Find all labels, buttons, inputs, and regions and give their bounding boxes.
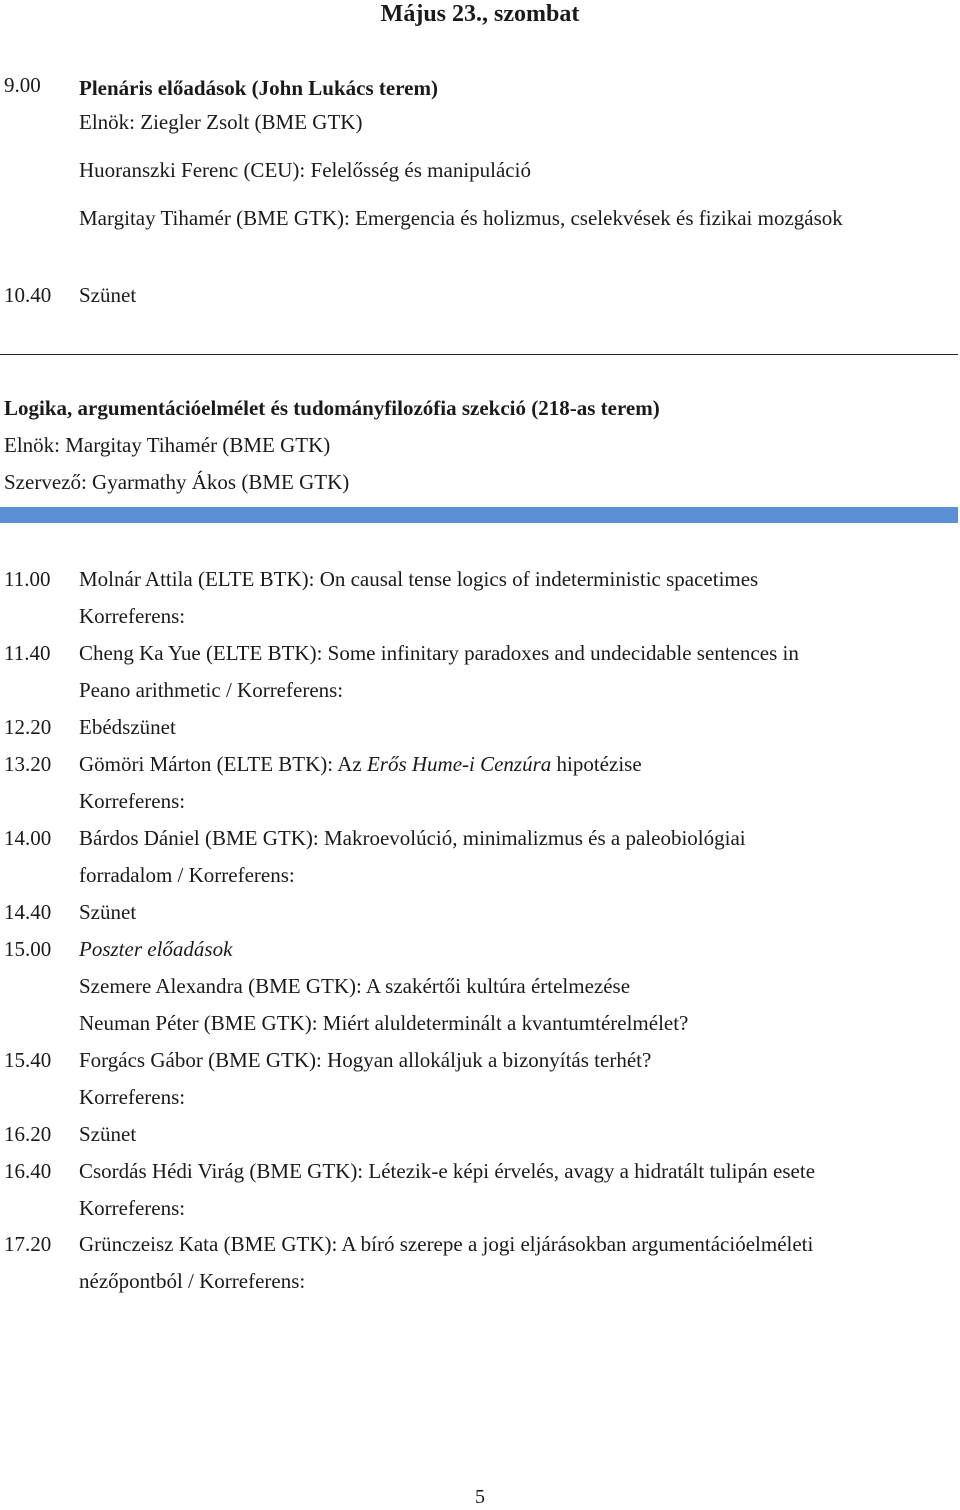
talk-text-line-1: Cheng Ka Yue (ELTE BTK): Some infinitary paradoxes and undecidable sentences in <box>79 641 799 665</box>
respondent-label: Korreferens: <box>79 1085 186 1109</box>
page-date-heading: Május 23., szombat <box>380 1 580 27</box>
break-label: Szünet <box>79 283 137 307</box>
talk-text: Molnár Attila (ELTE BTK): On causal tense logics of indeterministic spacetimes <box>79 567 759 591</box>
plenary-talk-2: Margitay Tihamér (BME GTK): Emergencia és holizmus, cselekvések és fizikai mozgások <box>79 206 843 230</box>
section-header-bar <box>0 507 958 523</box>
section-title: Logika, argumentációelmélet és tudományfilozófia szekció (218-as terem) <box>4 396 660 420</box>
talk-text-start: Gömöri Márton (ELTE BTK): Az <box>79 752 367 776</box>
talk-text: Csordás Hédi Virág (BME GTK): Létezik-e képi érvelés, avagy a hidratált tulipán esete <box>79 1159 816 1183</box>
time-label: 15.40 <box>4 1048 52 1072</box>
schedule-item <box>4 1042 956 1116</box>
time-label: 11.00 <box>4 567 51 591</box>
time-label: 10.40 <box>4 283 52 307</box>
talk-text-line-1: Bárdos Dániel (BME GTK): Makroevolúció, minimalizmus és a paleobiológiai <box>79 826 746 850</box>
time-label: 15.00 <box>4 937 52 961</box>
talk-text-italic: Erős Hume-i Cenzúra <box>366 752 552 776</box>
schedule-item <box>4 894 956 931</box>
plenary-block <box>4 72 956 236</box>
respondent-label: Korreferens: <box>79 604 186 628</box>
page-number: 5 <box>475 1486 485 1508</box>
talk-text-line-2: nézőpontból / Korreferens: <box>79 1269 306 1293</box>
talk-text <box>79 746 956 783</box>
respondent-label: Korreferens: <box>79 789 186 813</box>
lunch-label: Ebédszünet <box>79 715 176 739</box>
schedule-item <box>4 561 956 635</box>
section-organizer: Szervező: Gyarmathy Ákos (BME GTK) <box>4 470 350 494</box>
time-label: 17.20 <box>4 1232 52 1256</box>
time-label: 14.00 <box>4 826 52 850</box>
time-label: 9.00 <box>4 73 41 97</box>
section-chair: Elnök: Margitay Tihamér (BME GTK) <box>4 433 331 457</box>
talk-text-line-2: Peano arithmetic / Korreferens: <box>79 678 344 702</box>
talk-text-line-1: Grünczeisz Kata (BME GTK): A bíró szerepe a jogi eljárásokban argumentációelméleti <box>79 1232 814 1256</box>
poster-talk-2: Neuman Péter (BME GTK): Miért aluldeterminált a kvantumtérelmélet? <box>79 1011 689 1035</box>
plenary-chair: Elnök: Ziegler Zsolt (BME GTK) <box>79 110 363 134</box>
schedule-item <box>4 635 956 709</box>
break-label: Szünet <box>79 1122 137 1146</box>
poster-talk-1: Szemere Alexandra (BME GTK): A szakértői kultúra értelmezése <box>79 974 631 998</box>
time-label: 16.40 <box>4 1159 52 1183</box>
schedule-item <box>4 931 956 1042</box>
time-label: 11.40 <box>4 641 51 665</box>
schedule-item <box>4 1226 956 1300</box>
talk-text-end: hipotézise <box>551 752 642 776</box>
schedule-item <box>4 746 956 820</box>
time-label: 13.20 <box>4 752 52 776</box>
break-row <box>4 282 956 309</box>
time-label: 14.40 <box>4 900 52 924</box>
schedule-item <box>4 1116 956 1153</box>
respondent-label: Korreferens: <box>79 1196 186 1220</box>
time-label: 16.20 <box>4 1122 52 1146</box>
schedule-item <box>4 820 956 894</box>
talk-text-line-2: forradalom / Korreferens: <box>79 863 295 887</box>
section-divider <box>0 354 958 355</box>
talk-text: Forgács Gábor (BME GTK): Hogyan allokáljuk a bizonyítás terhét? <box>79 1048 652 1072</box>
schedule-item <box>4 1153 956 1227</box>
plenary-talk-1: Huoranszki Ferenc (CEU): Felelősség és manipuláció <box>79 158 531 182</box>
poster-session-title: Poszter előadások <box>79 937 233 961</box>
break-label: Szünet <box>79 900 137 924</box>
schedule-item <box>4 709 956 746</box>
plenary-title: Plenáris előadások (John Lukács terem) <box>79 76 438 100</box>
time-label: 12.20 <box>4 715 52 739</box>
